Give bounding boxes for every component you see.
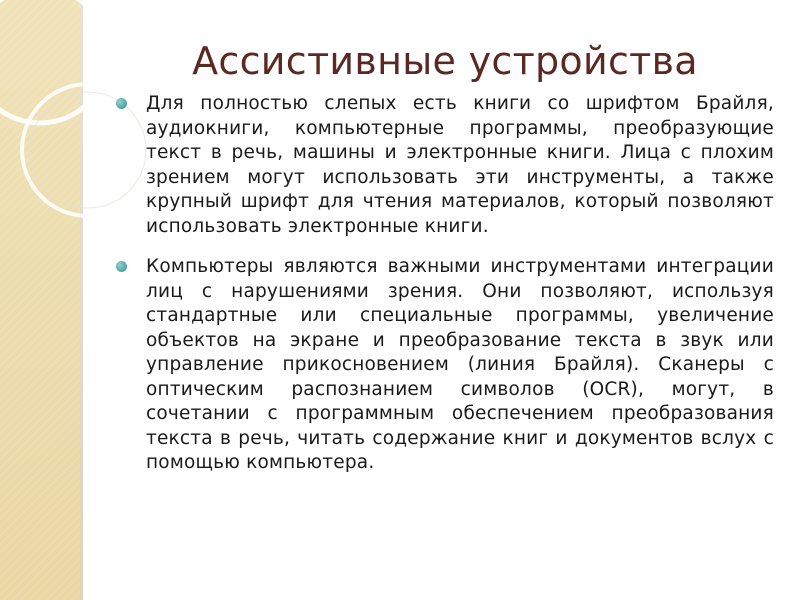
bullet-dot-icon xyxy=(116,261,127,272)
bullet-dot-icon xyxy=(116,98,127,109)
bullet-item xyxy=(116,92,774,239)
side-panel-texture xyxy=(0,0,80,600)
panel-divider xyxy=(80,0,83,600)
slide-title: Ассистивные устройства xyxy=(192,39,698,83)
decorative-side-panel xyxy=(0,0,80,600)
bullet-text: Для полностью слепых есть книги со шрифтом Брайля, аудиокниги, компьютерные программы, преобразующие текст в речь, машины и электронные книги. Лица с плохим зрением могут использовать эти инструменты, а также крупный шрифт для чтения материалов, который позволяют использовать электронные книги. xyxy=(146,93,774,237)
bullet-item xyxy=(116,255,774,476)
bullet-text: Компьютеры являются важными инструментами интеграции лиц с нарушениями зрения. Они позволяют, используя стандартные или специальные программы, увеличение объектов на экране и преобразование текста в звук или управление прикосновением (линия Брайля). Сканеры с оптическим распознанием символов (OCR), могут, в сочетании с программным обеспечением преобразования текста в речь, читать содержание книг и документов вслух с помощью компьютера. xyxy=(146,256,774,473)
slide-content xyxy=(116,92,774,492)
